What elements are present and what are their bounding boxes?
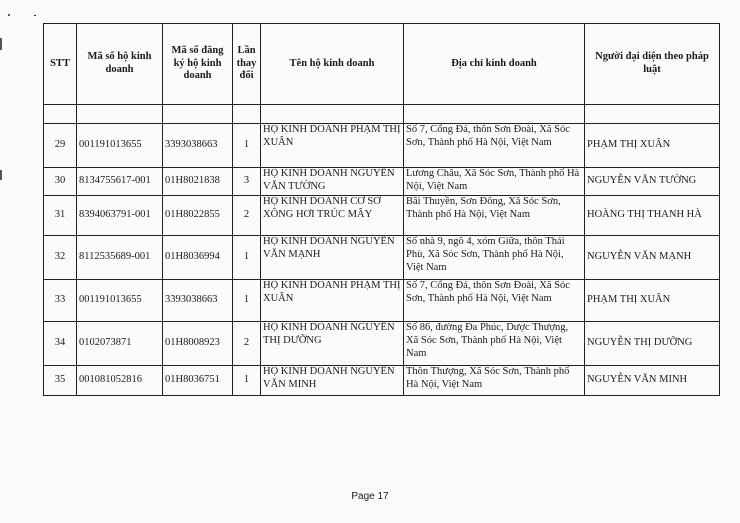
header-address: Địa chỉ kinh doanh (404, 24, 585, 105)
cell-change-count: 1 (233, 280, 261, 322)
cell-representative: PHẠM THỊ XUÂN (585, 280, 720, 322)
cell-name: HỘ KINH DOANH NGUYỄN THỊ DƯỠNG (261, 322, 404, 366)
scan-edge-mark (0, 170, 2, 180)
cell-tax-code: 8394063791-001 (77, 196, 163, 236)
cell-change-count: 2 (233, 196, 261, 236)
cell-change-count: 3 (233, 168, 261, 196)
cell-address: Lương Châu, Xã Sóc Sơn, Thành phố Hà Nội, Việt Nam (404, 168, 585, 196)
cell-stt: 34 (44, 322, 77, 366)
cell-stt: 32 (44, 236, 77, 280)
table-row (44, 196, 720, 236)
cell-name: HỘ KINH DOANH PHẠM THỊ XUÂN (261, 280, 404, 322)
page-number: Page 17 (351, 491, 389, 502)
cell-name: HỘ KINH DOANH PHẠM THỊ XUÂN (261, 124, 404, 168)
cell-representative: NGUYỄN VĂN TƯỜNG (585, 168, 720, 196)
cell-address: Số nhà 9, ngõ 4, xóm Giữa, thôn Thái Phù, Xã Sóc Sơn, Thành phố Hà Nội, Việt Nam (404, 236, 585, 280)
cell-tax-code: 8112535689-001 (77, 236, 163, 280)
header-reg-code: Mã số đăng ký hộ kinh doanh (163, 24, 233, 105)
cell-address: Số 7, Cổng Đá, thôn Sơn Đoài, Xã Sóc Sơn, Thành phố Hà Nội, Việt Nam (404, 280, 585, 322)
table-row (44, 168, 720, 196)
cell-stt: 29 (44, 124, 77, 168)
cell-address: Bãi Thuyền, Sơn Đông, Xã Sóc Sơn, Thành phố Hà Nội, Việt Nam (404, 196, 585, 236)
cell-stt: 31 (44, 196, 77, 236)
cell-reg-code: 01H8008923 (163, 322, 233, 366)
table-row (44, 322, 720, 366)
header-representative: Người đại diện theo pháp luật (585, 24, 720, 105)
header-change-count: Lần thay đổi (233, 24, 261, 105)
cell-representative: NGUYỄN VĂN MẠNH (585, 236, 720, 280)
scan-speck (34, 15, 36, 16)
cell-stt: 35 (44, 366, 77, 396)
scan-edge-mark (0, 38, 2, 50)
cell-tax-code: 0102073871 (77, 322, 163, 366)
cell-representative: NGUYỄN THỊ DƯỠNG (585, 322, 720, 366)
cell-name: HỘ KINH DOANH NGUYỄN VĂN MẠNH (261, 236, 404, 280)
header-stt: STT (44, 24, 77, 105)
cell-reg-code: 01H8022855 (163, 196, 233, 236)
header-gap (44, 105, 720, 124)
cell-reg-code: 3393038663 (163, 280, 233, 322)
business-registry-table (43, 23, 720, 396)
table-row (44, 280, 720, 322)
table-row (44, 366, 720, 396)
scan-speck (8, 14, 10, 16)
cell-address: Số 86, đường Đa Phúc, Dược Thượng, Xã Sóc Sơn, Thành phố Hà Nội, Việt Nam (404, 322, 585, 366)
cell-name: HỘ KINH DOANH NGUYỄN VĂN TƯỜNG (261, 168, 404, 196)
cell-change-count: 1 (233, 124, 261, 168)
cell-reg-code: 3393038663 (163, 124, 233, 168)
cell-stt: 33 (44, 280, 77, 322)
cell-change-count: 1 (233, 366, 261, 396)
cell-representative: HOÀNG THỊ THANH HÀ (585, 196, 720, 236)
table-row (44, 124, 720, 168)
header-name: Tên hộ kinh doanh (261, 24, 404, 105)
cell-change-count: 2 (233, 322, 261, 366)
cell-reg-code: 01H8036994 (163, 236, 233, 280)
cell-tax-code: 001191013655 (77, 280, 163, 322)
cell-name: HỘ KINH DOANH CƠ SỞ XÔNG HƠI TRÚC MÂY (261, 196, 404, 236)
cell-address: Thôn Thượng, Xã Sóc Sơn, Thành phố Hà Nội, Việt Nam (404, 366, 585, 396)
cell-tax-code: 001191013655 (77, 124, 163, 168)
cell-representative: NGUYỄN VĂN MINH (585, 366, 720, 396)
cell-change-count: 1 (233, 236, 261, 280)
cell-representative: PHẠM THỊ XUÂN (585, 124, 720, 168)
header-tax-code: Mã số hộ kinh doanh (77, 24, 163, 105)
cell-address: Số 7, Cổng Đá, thôn Sơn Đoài, Xã Sóc Sơn, Thành phố Hà Nội, Việt Nam (404, 124, 585, 168)
cell-reg-code: 01H8021838 (163, 168, 233, 196)
cell-stt: 30 (44, 168, 77, 196)
header-row (44, 24, 720, 105)
table-row (44, 236, 720, 280)
cell-tax-code: 001081052816 (77, 366, 163, 396)
cell-reg-code: 01H8036751 (163, 366, 233, 396)
cell-tax-code: 8134755617-001 (77, 168, 163, 196)
cell-name: HỘ KINH DOANH NGUYỄN VĂN MINH (261, 366, 404, 396)
